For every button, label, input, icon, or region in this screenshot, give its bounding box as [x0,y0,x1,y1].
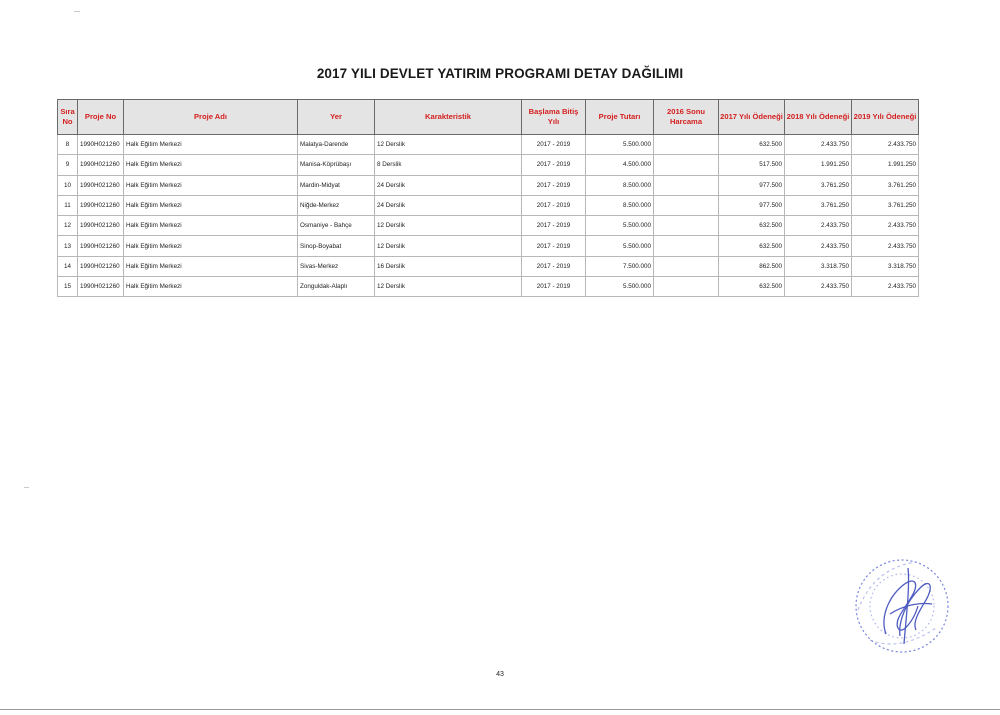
cell-proje-no: 1990H021260 [78,135,124,155]
table-row [58,175,919,195]
cell-karakteristik: 12 Derslik [375,236,522,256]
table-row [58,135,919,155]
cell-karakteristik: 24 Derslik [375,195,522,215]
cell-yer: Zonguldak-Alaplı [298,277,375,297]
cell-proje-no: 1990H021260 [78,236,124,256]
cell-tutar: 8.500.000 [586,195,654,215]
official-seal-signature-icon [840,548,958,658]
table-row [58,277,919,297]
scan-speck [74,11,80,12]
table-row [58,216,919,236]
cell-odenek-2019: 2.433.750 [852,277,919,297]
header-2016-harcama: 2016 Sonu Harcama [654,100,719,135]
cell-tutar: 4.500.000 [586,155,654,175]
document-title: 2017 YILI DEVLET YATIRIM PROGRAMI DETAY DAĞILIMI [316,66,684,81]
table-row [58,236,919,256]
header-proje-no: Proje No [78,100,124,135]
cell-tutar: 5.500.000 [586,216,654,236]
header-proje-tutari: Proje Tutarı [586,100,654,135]
cell-yil: 2017 - 2019 [522,216,586,236]
cell-harcama [654,135,719,155]
cell-harcama [654,277,719,297]
cell-sira: 9 [58,155,78,175]
cell-odenek-2019: 3.318.750 [852,256,919,276]
cell-yil: 2017 - 2019 [522,135,586,155]
investment-detail-table [57,99,919,297]
cell-sira: 13 [58,236,78,256]
cell-odenek-2019: 2.433.750 [852,236,919,256]
header-baslama-bitis: Başlama Bitiş Yılı [522,100,586,135]
cell-odenek-2018: 2.433.750 [785,135,852,155]
header-proje-adi: Proje Adı [124,100,298,135]
cell-harcama [654,175,719,195]
cell-sira: 12 [58,216,78,236]
cell-harcama [654,155,719,175]
table-row [58,256,919,276]
cell-karakteristik: 12 Derslik [375,135,522,155]
cell-yil: 2017 - 2019 [522,175,586,195]
cell-sira: 10 [58,175,78,195]
cell-odenek-2018: 1.991.250 [785,155,852,175]
cell-yer: Sinop-Boyabat [298,236,375,256]
cell-harcama [654,256,719,276]
cell-odenek-2018: 2.433.750 [785,277,852,297]
cell-tutar: 5.500.000 [586,236,654,256]
cell-proje-adi: Halk Eğitim Merkezi [124,135,298,155]
cell-odenek-2018: 2.433.750 [785,236,852,256]
bottom-divider [0,709,1000,710]
cell-odenek-2019: 3.761.250 [852,195,919,215]
cell-odenek-2019: 3.761.250 [852,175,919,195]
table-header-row [58,100,919,135]
cell-yil: 2017 - 2019 [522,195,586,215]
cell-yer: Malatya-Darende [298,135,375,155]
cell-harcama [654,236,719,256]
cell-odenek-2018: 3.318.750 [785,256,852,276]
cell-odenek-2017: 632.500 [719,277,785,297]
cell-karakteristik: 12 Derslik [375,277,522,297]
cell-odenek-2019: 1.991.250 [852,155,919,175]
cell-proje-adi: Halk Eğitim Merkezi [124,236,298,256]
cell-yil: 2017 - 2019 [522,277,586,297]
cell-odenek-2017: 977.500 [719,175,785,195]
cell-odenek-2018: 2.433.750 [785,216,852,236]
table-row [58,155,919,175]
cell-karakteristik: 8 Derslik [375,155,522,175]
cell-proje-no: 1990H021260 [78,256,124,276]
header-2017-odenek: 2017 Yılı Ödeneği [719,100,785,135]
cell-karakteristik: 12 Derslik [375,216,522,236]
cell-tutar: 5.500.000 [586,277,654,297]
cell-proje-adi: Halk Eğitim Merkezi [124,195,298,215]
cell-sira: 11 [58,195,78,215]
cell-odenek-2017: 977.500 [719,195,785,215]
cell-proje-no: 1990H021260 [78,175,124,195]
cell-odenek-2017: 862.500 [719,256,785,276]
cell-proje-adi: Halk Eğitim Merkezi [124,155,298,175]
cell-karakteristik: 24 Derslik [375,175,522,195]
cell-odenek-2019: 2.433.750 [852,135,919,155]
header-2018-odenek: 2018 Yılı Ödeneği [785,100,852,135]
cell-sira: 14 [58,256,78,276]
cell-yil: 2017 - 2019 [522,155,586,175]
cell-yil: 2017 - 2019 [522,236,586,256]
cell-proje-no: 1990H021260 [78,155,124,175]
header-karakteristik: Karakteristik [375,100,522,135]
cell-proje-no: 1990H021260 [78,195,124,215]
cell-tutar: 7.500.000 [586,256,654,276]
cell-sira: 8 [58,135,78,155]
cell-odenek-2018: 3.761.250 [785,175,852,195]
cell-odenek-2017: 632.500 [719,216,785,236]
cell-odenek-2019: 2.433.750 [852,216,919,236]
scan-speck [24,487,29,488]
page-number: 43 [496,671,504,678]
cell-proje-no: 1990H021260 [78,216,124,236]
header-sira-no: Sıra No [58,100,78,135]
cell-tutar: 8.500.000 [586,175,654,195]
cell-proje-adi: Halk Eğitim Merkezi [124,256,298,276]
cell-sira: 15 [58,277,78,297]
cell-karakteristik: 16 Derslik [375,256,522,276]
cell-yer: Osmaniye - Bahçe [298,216,375,236]
cell-harcama [654,216,719,236]
cell-odenek-2018: 3.761.250 [785,195,852,215]
cell-harcama [654,195,719,215]
header-yer: Yer [298,100,375,135]
table-row [58,195,919,215]
cell-yil: 2017 - 2019 [522,256,586,276]
cell-yer: Manisa-Köprübaşı [298,155,375,175]
cell-proje-no: 1990H021260 [78,277,124,297]
cell-odenek-2017: 632.500 [719,135,785,155]
cell-proje-adi: Halk Eğitim Merkezi [124,216,298,236]
cell-yer: Niğde-Merkez [298,195,375,215]
cell-yer: Mardin-Midyat [298,175,375,195]
cell-yer: Sivas-Merkez [298,256,375,276]
cell-odenek-2017: 517.500 [719,155,785,175]
header-2019-odenek: 2019 Yılı Ödeneği [852,100,919,135]
cell-proje-adi: Halk Eğitim Merkezi [124,175,298,195]
cell-odenek-2017: 632.500 [719,236,785,256]
cell-tutar: 5.500.000 [586,135,654,155]
cell-proje-adi: Halk Eğitim Merkezi [124,277,298,297]
